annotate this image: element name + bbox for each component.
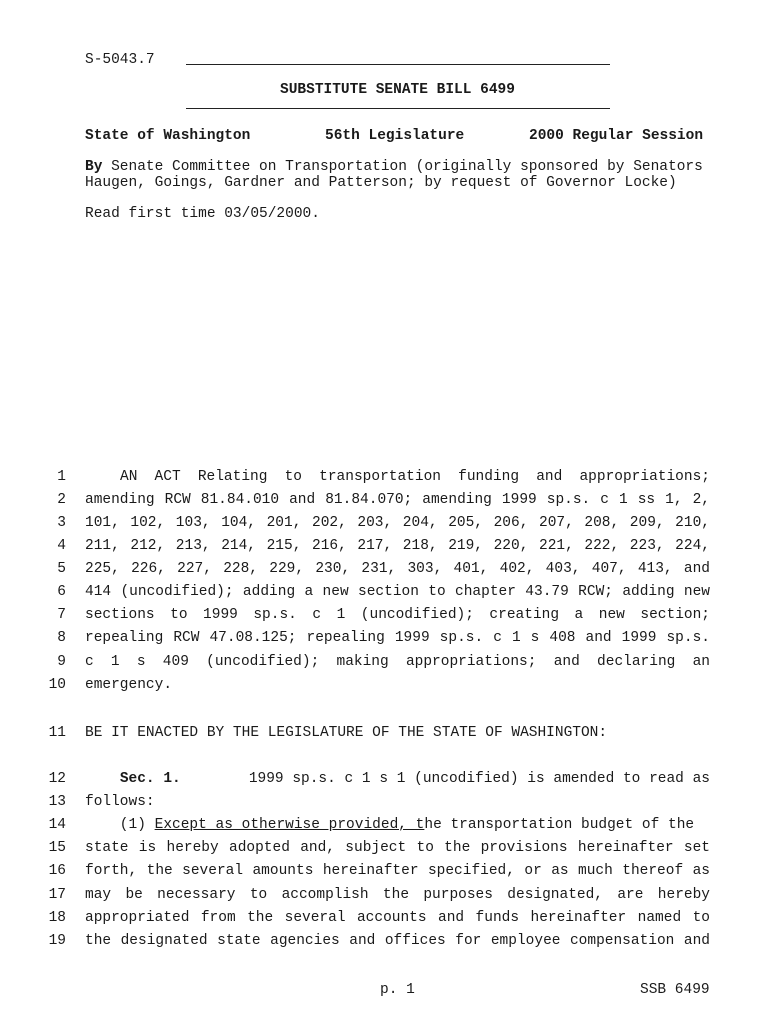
amended-text: Except as otherwise provided, t — [154, 817, 425, 833]
bill-line: the designated state agencies and offices for employee compensation and — [85, 933, 710, 949]
bill-line — [85, 771, 710, 787]
bill-line: sections to 1999 sp.s. c 1 (uncodified); creating a new section; — [85, 607, 710, 623]
section-label: Sec. 1. — [119, 771, 181, 787]
line-number: 10 — [48, 677, 66, 693]
header-rule-top — [186, 64, 610, 65]
line-number: 12 — [48, 771, 66, 787]
line-number: 15 — [48, 840, 66, 856]
sponsor-line-1 — [85, 159, 703, 175]
bill-line: 101, 102, 103, 104, 201, 202, 203, 204, 205, 206, 207, 208, 209, 210, — [85, 515, 710, 531]
footer-bill-id: SSB 6499 — [640, 982, 710, 998]
line-number: 19 — [48, 933, 66, 949]
bill-line: may be necessary to accomplish the purposes designated, are hereby — [85, 887, 710, 903]
line-number: 18 — [48, 910, 66, 926]
section-text: 1999 sp.s. c 1 s 1 (uncodified) is amended to read as — [248, 771, 710, 787]
document-id: S-5043.7 — [85, 52, 155, 68]
line-remainder: he transportation budget of the — [424, 817, 695, 833]
line-number: 5 — [57, 561, 66, 577]
line-number: 3 — [57, 515, 66, 531]
bill-line: AN ACT Relating to transportation funding and appropriations; — [120, 469, 710, 485]
bill-title: SUBSTITUTE SENATE BILL 6499 — [280, 82, 515, 98]
line-number: 7 — [57, 607, 66, 623]
bill-line: emergency. — [85, 677, 173, 693]
page-number: p. 1 — [380, 982, 415, 998]
bill-line: state is hereby adopted and, subject to the provisions hereinafter set — [85, 840, 710, 856]
by-label: By — [85, 159, 103, 175]
bill-line: follows: — [85, 794, 155, 810]
read-first-time: Read first time 03/05/2000. — [85, 206, 320, 222]
line-number: 8 — [57, 630, 66, 646]
line-number: 16 — [48, 863, 66, 879]
bill-line: 225, 226, 227, 228, 229, 230, 231, 303, 401, 402, 403, 407, 413, and — [85, 561, 710, 577]
bill-line: BE IT ENACTED BY THE LEGISLATURE OF THE STATE OF WASHINGTON: — [85, 725, 608, 741]
sponsor-line-2: Haugen, Goings, Gardner and Patterson; by request of Governor Locke) — [85, 175, 677, 191]
line-number: 6 — [57, 584, 66, 600]
session-label: 2000 Regular Session — [529, 128, 704, 144]
line-number: 17 — [48, 887, 66, 903]
line-number: 9 — [57, 654, 66, 670]
line-number: 1 — [57, 469, 66, 485]
bill-line: c 1 s 409 (uncodified); making appropriations; and declaring an — [85, 654, 710, 670]
bill-line: repealing RCW 47.08.125; repealing 1999 sp.s. c 1 s 408 and 1999 sp.s. — [85, 630, 710, 646]
bill-line — [85, 817, 710, 833]
state-label: State of Washington — [85, 128, 251, 144]
line-prefix: (1) — [85, 817, 155, 833]
header-rule-bottom — [186, 108, 610, 109]
legislature-label: 56th Legislature — [325, 128, 465, 144]
bill-line: 211, 212, 213, 214, 215, 216, 217, 218, 219, 220, 221, 222, 223, 224, — [85, 538, 710, 554]
bill-line: 414 (uncodified); adding a new section to chapter 43.79 RCW; adding new — [85, 584, 710, 600]
bill-line: forth, the several amounts hereinafter specified, or as much thereof as — [85, 863, 710, 879]
line-number: 2 — [57, 492, 66, 508]
bill-line: appropriated from the several accounts and funds hereinafter named to — [85, 910, 710, 926]
bill-line: amending RCW 81.84.010 and 81.84.070; amending 1999 sp.s. c 1 ss 1, 2, — [85, 492, 710, 508]
line-number: 11 — [48, 725, 66, 741]
line-number: 13 — [48, 794, 66, 810]
line-number: 4 — [57, 538, 66, 554]
sponsor-text-1: Senate Committee on Transportation (originally sponsored by Senators — [111, 159, 703, 175]
line-number: 14 — [48, 817, 66, 833]
